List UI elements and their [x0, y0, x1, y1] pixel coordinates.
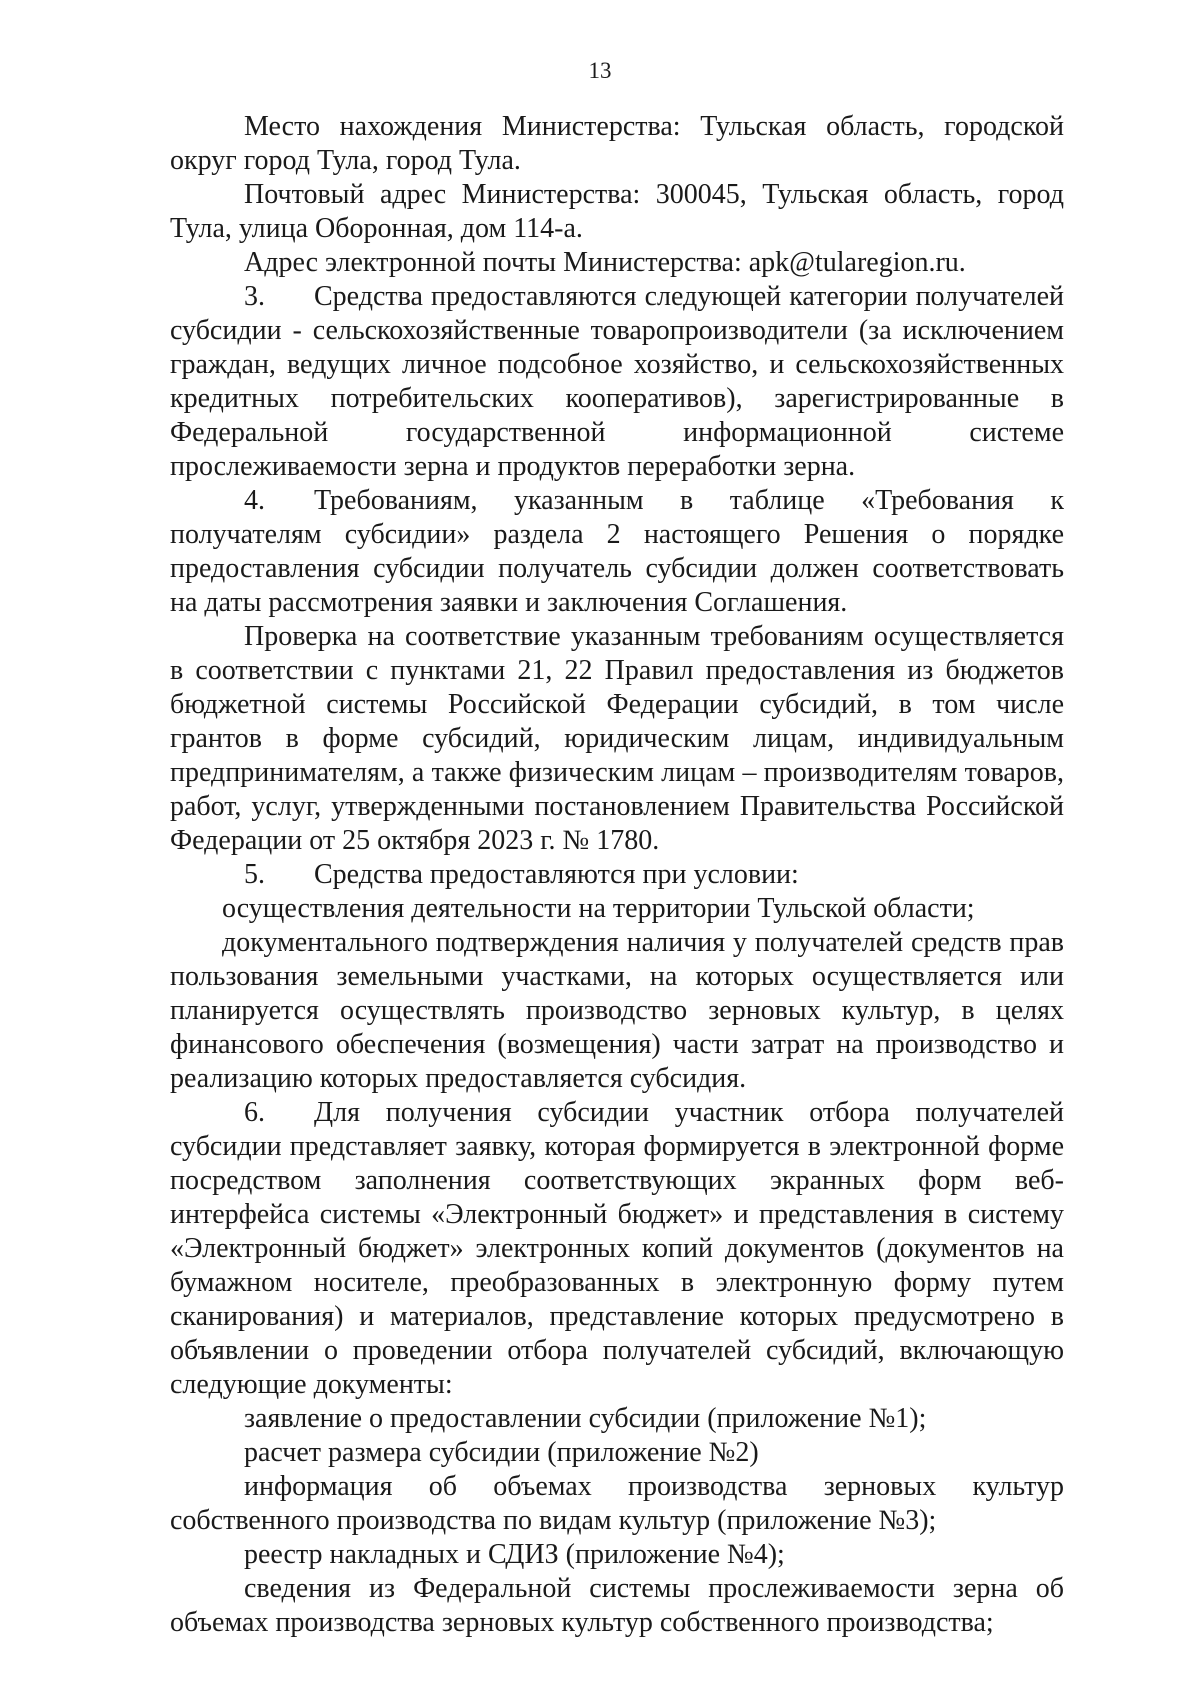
item-4-number: 4.: [244, 485, 265, 516]
page-number: 13: [588, 58, 612, 83]
item-6-document: расчет размера субсидии (приложение №2): [244, 1437, 759, 1468]
item-6-number: 6.: [244, 1097, 265, 1128]
item-5-condition: документального подтверждения наличия у получателей средств прав пользования земельными участками, на которых осуществляется или планируется осуществлять производство зерновых культур, в целях финансового обеспечения (возмещения) части затрат на производство и реализацию которых предоставляется субсидия.: [170, 927, 1064, 1094]
item-4-check: Проверка на соответствие указанным требованиям осуществляется в соответствии с пунктами 21, 22 Правил предоставления из бюджетов бюджетной системы Российской Федерации субсидий, в том числе грантов в форме субсидий, юридическим лицам, индивидуальным предпринимателям, а также физическим лицам – производителям товаров, работ, услуг, утвержденными постановлением Правительства Российской Федерации от 25 октября 2023 г. № 1780.: [170, 621, 1064, 856]
ministry-postal-address: Почтовый адрес Министерства: 300045, Тульская область, город Тула, улица Оборонная, дом 114-а.: [170, 179, 1064, 244]
item-6-document: реестр накладных и СДИЗ (приложение №4);: [244, 1539, 785, 1570]
item-4-text: Требованиям, указанным в таблице «Требования к получателям субсидии» раздела 2 настоящего Решения о порядке предоставления субсидии получатель субсидии должен соответствовать на даты рассмотрения заявки и заключения Соглашения.: [170, 485, 1064, 618]
document-body: [170, 110, 1064, 1640]
item-6-document: сведения из Федеральной системы прослеживаемости зерна об объемах производства зерновых культур собственного производства;: [170, 1573, 1064, 1638]
item-6-document: заявление о предоставлении субсидии (приложение №1);: [244, 1403, 927, 1434]
item-4: [170, 484, 1064, 620]
item-5: [170, 858, 1064, 892]
item-3: [170, 280, 1064, 484]
item-5-condition: осуществления деятельности на территории Тульской области;: [222, 893, 975, 924]
ministry-location: Место нахождения Министерства: Тульская область, городской округ город Тула, город Тула.: [170, 111, 1064, 176]
ministry-email: Адрес электронной почты Министерства: apk@tularegion.ru.: [244, 247, 966, 278]
item-5-text: Средства предоставляются при условии:: [314, 859, 799, 890]
item-6-text: Для получения субсидии участник отбора получателей субсидии представляет заявку, которая формируется в электронной форме посредством заполнения соответствующих экранных форм веб-интерфейса системы «Электронный бюджет» и представления в систему «Электронный бюджет» электронных копий документов (документов на бумажном носителе, преобразованных в электронную форму путем сканирования) и материалов, представление которых предусмотрено в объявлении о проведении отбора получателей субсидий, включающую следующие документы:: [170, 1097, 1064, 1400]
item-6-document: информация об объемах производства зерновых культур собственного производства по видам культур (приложение №3);: [170, 1471, 1064, 1536]
item-6: [170, 1096, 1064, 1402]
item-5-number: 5.: [244, 859, 265, 890]
item-3-number: 3.: [244, 281, 265, 312]
item-3-text: Средства предоставляются следующей категории получателей субсидии - сельскохозяйственные товаропроизводители (за исключением граждан, ведущих личное подсобное хозяйство, и сельскохозяйственных кредитных потребительских кооперативов), зарегистрированные в Федеральной государственной информационной системе прослеживаемости зерна и продуктов переработки зерна.: [170, 281, 1064, 482]
